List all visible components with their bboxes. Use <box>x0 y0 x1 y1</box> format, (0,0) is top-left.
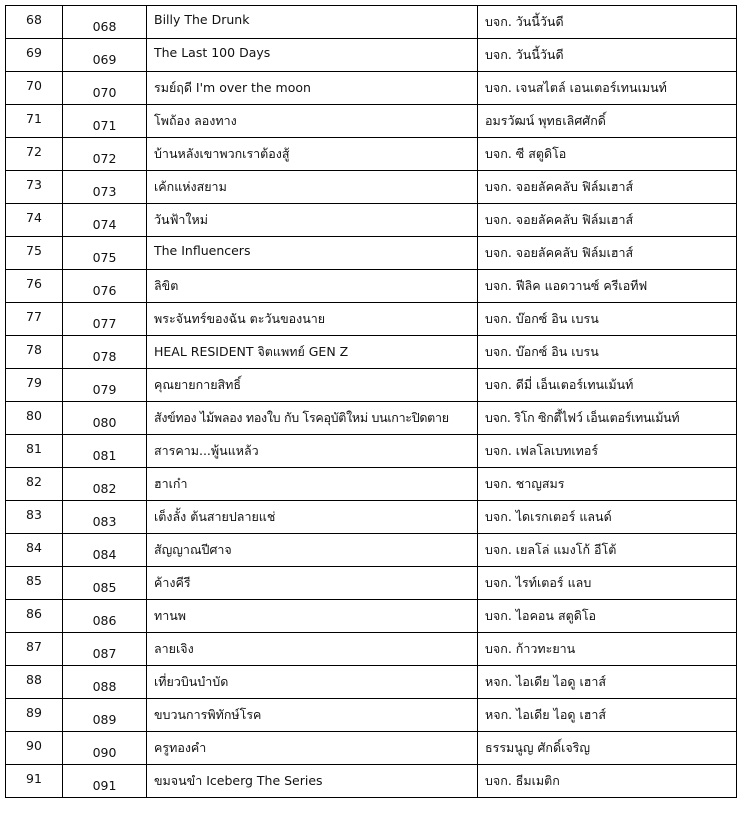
row-number: 89 <box>6 699 63 732</box>
table-row <box>6 666 737 699</box>
row-number: 90 <box>6 732 63 765</box>
row-number: 72 <box>6 138 63 171</box>
company-name: บจก. ชาญสมร <box>478 468 737 501</box>
row-number: 73 <box>6 171 63 204</box>
row-number: 84 <box>6 534 63 567</box>
row-number: 70 <box>6 72 63 105</box>
table-row <box>6 336 737 369</box>
project-title: Billy The Drunk <box>147 6 478 39</box>
project-title: วันฟ้าใหม่ <box>147 204 478 237</box>
row-number: 83 <box>6 501 63 534</box>
row-number: 86 <box>6 600 63 633</box>
project-code: 085 <box>63 567 147 600</box>
project-code: 081 <box>63 435 147 468</box>
project-code: 082 <box>63 468 147 501</box>
table-row <box>6 534 737 567</box>
project-code: 084 <box>63 534 147 567</box>
project-title: HEAL RESIDENT จิตแพทย์ GEN Z <box>147 336 478 369</box>
project-title: คุณยายกายสิทธิ์ <box>147 369 478 402</box>
row-number: 74 <box>6 204 63 237</box>
table-row <box>6 171 737 204</box>
project-title: เที่ยวบินบำบัด <box>147 666 478 699</box>
table-row <box>6 402 737 435</box>
project-title: โพถ้อง ลองทาง <box>147 105 478 138</box>
table-row <box>6 501 737 534</box>
table-row <box>6 39 737 72</box>
company-name: บจก. ไดเรกเตอร์ แลนด์ <box>478 501 737 534</box>
project-code: 077 <box>63 303 147 336</box>
project-title: ทานพ <box>147 600 478 633</box>
company-name: บจก. จอยลัคคลับ ฟิล์มเฮาส์ <box>478 204 737 237</box>
project-title: เค้กแห่งสยาม <box>147 171 478 204</box>
table-row <box>6 303 737 336</box>
project-code: 068 <box>63 6 147 39</box>
project-title: ค้างคีรี <box>147 567 478 600</box>
company-name: บจก. จอยลัคคลับ ฟิล์มเฮาส์ <box>478 237 737 270</box>
row-number: 81 <box>6 435 63 468</box>
table-row <box>6 6 737 39</box>
table-row <box>6 468 737 501</box>
project-title: ลิขิต <box>147 270 478 303</box>
table-row <box>6 567 737 600</box>
row-number: 85 <box>6 567 63 600</box>
table-row <box>6 369 737 402</box>
project-code: 072 <box>63 138 147 171</box>
row-number: 77 <box>6 303 63 336</box>
company-name: หจก. ไอเดีย ไอดู เฮาส์ <box>478 699 737 732</box>
project-code: 090 <box>63 732 147 765</box>
project-title: พระจันทร์ของฉัน ตะวันของนาย <box>147 303 478 336</box>
project-code: 087 <box>63 633 147 666</box>
company-name: บจก. ก้าวทะยาน <box>478 633 737 666</box>
project-code: 076 <box>63 270 147 303</box>
row-number: 69 <box>6 39 63 72</box>
company-name: อมรวัฒน์ พุทธเลิศศักดิ์ <box>478 105 737 138</box>
project-code: 091 <box>63 765 147 798</box>
row-number: 91 <box>6 765 63 798</box>
table-row <box>6 732 737 765</box>
company-name: บจก. บ๊อกซ์ อิน เบรน <box>478 303 737 336</box>
company-name: บจก. บ๊อกซ์ อิน เบรน <box>478 336 737 369</box>
table-body <box>6 6 737 798</box>
row-number: 76 <box>6 270 63 303</box>
company-name: บจก. ซี สตูดิโอ <box>478 138 737 171</box>
table-row <box>6 435 737 468</box>
company-name: บจก. เจนสไตล์ เอนเตอร์เทนเมนท์ <box>478 72 737 105</box>
project-code: 079 <box>63 369 147 402</box>
project-title: สังข์ทอง ไม้พลอง ทองใบ กับ โรคอุบัติใหม่ บนเกาะปิดตาย <box>147 402 478 435</box>
project-title: เต็งลั้ง ต้นสายปลายแช่ <box>147 501 478 534</box>
project-title: ครูทองคำ <box>147 732 478 765</box>
project-code: 075 <box>63 237 147 270</box>
project-code: 078 <box>63 336 147 369</box>
company-name: บจก. ดีมี่ เอ็นเตอร์เทนเม้นท์ <box>478 369 737 402</box>
table-row <box>6 270 737 303</box>
row-number: 82 <box>6 468 63 501</box>
table-row <box>6 138 737 171</box>
row-number: 87 <box>6 633 63 666</box>
company-name: บจก. ริโก ซิกตี้ไฟว์ เอ็นเตอร์เทนเม้นท์ <box>478 402 737 435</box>
row-number: 71 <box>6 105 63 138</box>
project-code: 083 <box>63 501 147 534</box>
table-row <box>6 699 737 732</box>
project-code: 086 <box>63 600 147 633</box>
project-title: สัญญาณปีศาจ <box>147 534 478 567</box>
project-title: สารคาม...พู้นแหล้ว <box>147 435 478 468</box>
row-number: 79 <box>6 369 63 402</box>
company-name: บจก. วันนี้วันดี <box>478 39 737 72</box>
project-code: 074 <box>63 204 147 237</box>
table-row <box>6 765 737 798</box>
row-number: 78 <box>6 336 63 369</box>
table-row <box>6 237 737 270</box>
project-code: 069 <box>63 39 147 72</box>
project-code: 080 <box>63 402 147 435</box>
table-row <box>6 72 737 105</box>
project-code: 088 <box>63 666 147 699</box>
company-name: บจก. ไอคอน สตูดิโอ <box>478 600 737 633</box>
project-table <box>5 5 737 798</box>
row-number: 68 <box>6 6 63 39</box>
project-title: The Last 100 Days <box>147 39 478 72</box>
company-name: บจก. วันนี้วันดี <box>478 6 737 39</box>
project-title: ขบวนการพิทักษ์โรค <box>147 699 478 732</box>
row-number: 80 <box>6 402 63 435</box>
project-title: The Influencers <box>147 237 478 270</box>
table-row <box>6 600 737 633</box>
project-title: ลายเจิง <box>147 633 478 666</box>
company-name: บจก. เฟลโลเบทเทอร์ <box>478 435 737 468</box>
project-code: 070 <box>63 72 147 105</box>
row-number: 75 <box>6 237 63 270</box>
company-name: บจก. ฟีลิค แอดวานซ์ ครีเอทีฟ <box>478 270 737 303</box>
project-code: 089 <box>63 699 147 732</box>
project-code: 073 <box>63 171 147 204</box>
row-number: 88 <box>6 666 63 699</box>
company-name: ธรรมนูญ ศักดิ์เจริญ <box>478 732 737 765</box>
table-row <box>6 105 737 138</box>
company-name: บจก. เยลโล่ แมงโก้ อีโต้ <box>478 534 737 567</box>
company-name: บจก. จอยลัคคลับ ฟิล์มเฮาส์ <box>478 171 737 204</box>
company-name: หจก. ไอเดีย ไอดู เฮาส์ <box>478 666 737 699</box>
table-row <box>6 633 737 666</box>
project-title: รมย์ฤดี I'm over the moon <box>147 72 478 105</box>
company-name: บจก. ธีมเมติก <box>478 765 737 798</box>
project-code: 071 <box>63 105 147 138</box>
project-title: ฮาเก๋า <box>147 468 478 501</box>
project-title: ขมจนขำ Iceberg The Series <box>147 765 478 798</box>
table-row <box>6 204 737 237</box>
project-title: บ้านหลังเขาพวกเราต้องสู้ <box>147 138 478 171</box>
company-name: บจก. ไรท์เตอร์ แลบ <box>478 567 737 600</box>
